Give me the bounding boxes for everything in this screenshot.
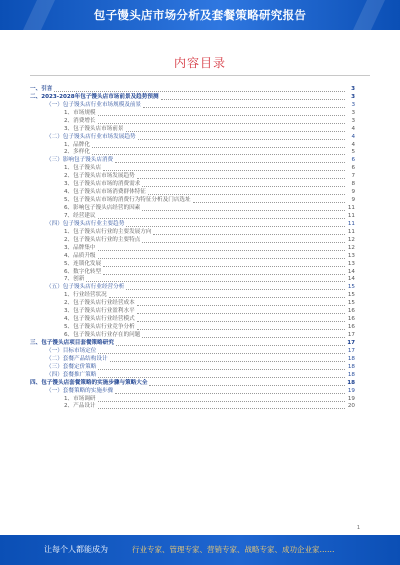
toc-entry[interactable] (30, 356, 355, 364)
toc-entry-page: 19 (347, 395, 355, 402)
toc-entry-page: 6 (351, 157, 355, 164)
toc-entry-page: 3 (351, 93, 355, 100)
toc-leader-dots (92, 147, 345, 148)
toc-entry-page: 5 (351, 149, 355, 156)
toc-entry-page: 11 (347, 212, 355, 219)
toc-entry-title: 6、数字化转型 (64, 268, 102, 275)
toc-leader-dots (142, 186, 345, 187)
toc-entry-page: 15 (347, 300, 355, 307)
toc-entry[interactable] (30, 110, 355, 118)
toc-entry[interactable] (30, 118, 355, 126)
toc-entry[interactable] (30, 245, 355, 253)
toc-entry-page: 11 (347, 205, 355, 212)
toc-entry-title: 1、行业经营状况 (64, 292, 107, 299)
toc-entry-title: 2、包子馒头店行业经营成本 (64, 300, 135, 307)
toc-leader-dots (193, 202, 345, 203)
toc-heading-divider (30, 75, 370, 76)
toc-entry-title: （三）影响包子馒头店消费 (46, 157, 114, 164)
toc-leader-dots (137, 305, 345, 306)
toc-entry-page: 13 (347, 252, 355, 259)
toc-entry[interactable] (30, 253, 355, 261)
toc-leader-dots (98, 369, 345, 370)
toc-entry[interactable] (30, 205, 355, 213)
toc-entry-title: 5、连锁化发展 (64, 260, 102, 267)
toc-leader-dots (98, 401, 345, 402)
toc-entry-title: （一）目标市场定位 (46, 347, 97, 354)
toc-leader-dots (98, 377, 345, 378)
toc-entry[interactable] (30, 189, 355, 197)
toc-entry-page: 11 (347, 228, 355, 235)
toc-entry-title: 3、品牌集中 (64, 244, 96, 251)
toc-entry-title: 4、包子馒头店行业经营模式 (64, 316, 135, 323)
toc-entry[interactable] (30, 316, 355, 324)
toc-entry-title: 2、包子馒头店行业的主要特点 (64, 236, 141, 243)
toc-leader-dots (137, 329, 345, 330)
toc-entry-title: 2、消费增长 (64, 117, 96, 124)
toc-entry-page: 3 (351, 101, 355, 108)
toc-entry[interactable] (30, 221, 355, 229)
toc-entry-page: 12 (347, 236, 355, 243)
toc-entry-page: 17 (347, 347, 355, 354)
toc-leader-dots (103, 266, 345, 267)
toc-entry-page: 17 (347, 332, 355, 339)
toc-leader-dots (98, 250, 345, 251)
toc-leader-dots (126, 226, 345, 227)
toc-leader-dots (143, 107, 345, 108)
toc-entry-page: 20 (347, 403, 355, 410)
toc-leader-dots (137, 313, 345, 314)
toc-entry[interactable] (30, 348, 355, 356)
toc-entry-title: 3、包子馒头店市场的消费需求 (64, 181, 141, 188)
toc-leader-dots (116, 345, 345, 346)
toc-entry-title: （一）包子馒头店行业市场规模及前景 (46, 101, 142, 108)
toc-entry-title: 3、包子馒头店行业盈利水平 (64, 308, 135, 315)
toc-entry-title: 3、包子馒头店市场前景 (64, 125, 124, 132)
toc-leader-dots (92, 154, 345, 155)
toc-leader-dots (98, 258, 345, 259)
toc-entry-title: 一、引言 (30, 85, 53, 92)
toc-leader-dots (142, 337, 345, 338)
toc-entry-title: （三）套餐定价策略 (46, 363, 97, 370)
toc-entry[interactable] (30, 372, 355, 380)
table-of-contents (30, 86, 355, 411)
toc-entry[interactable] (30, 237, 355, 245)
toc-entry[interactable] (30, 229, 355, 237)
toc-entry-page: 3 (351, 117, 355, 124)
toc-entry-page: 9 (351, 197, 355, 204)
toc-entry-title: 4、品质升级 (64, 252, 96, 259)
toc-entry-page: 17 (347, 339, 355, 346)
toc-entry-page: 9 (351, 189, 355, 196)
toc-entry-page: 6 (351, 165, 355, 172)
toc-entry[interactable] (30, 94, 355, 102)
toc-entry-page: 7 (351, 173, 355, 180)
toc-entry-title: 6、影响包子馒头店经营的因素 (64, 205, 141, 212)
toc-leader-dots (137, 321, 345, 322)
toc-entry-page: 4 (351, 133, 355, 140)
toc-leader-dots (98, 123, 345, 124)
toc-entry[interactable] (30, 86, 355, 94)
toc-entry[interactable] (30, 308, 355, 316)
toc-entry-page: 16 (347, 308, 355, 315)
toc-entry-page: 16 (347, 316, 355, 323)
toc-entry-title: 四、包子馒头店套餐策略的实施步骤与策略大全 (30, 379, 148, 386)
toc-entry-title: 1、市场调研 (64, 395, 96, 402)
toc-leader-dots (110, 361, 345, 362)
toc-entry-title: 6、包子馒头店行业存在的问题 (64, 332, 141, 339)
toc-entry-title: 二、2023-2028年包子馒头店市场前景及趋势预测 (30, 93, 159, 100)
toc-entry-page: 12 (347, 244, 355, 251)
toc-leader-dots (142, 242, 345, 243)
toc-leader-dots (138, 139, 345, 140)
page-number: 1 (356, 525, 360, 531)
toc-entry-page: 8 (351, 181, 355, 188)
toc-entry-page: 14 (347, 276, 355, 283)
toc-entry-page: 3 (351, 85, 355, 92)
toc-entry[interactable] (30, 340, 355, 348)
toc-entry-page: 3 (351, 109, 355, 116)
footer-slogan-left: 让每个人都能成为 (44, 545, 108, 554)
toc-entry-page: 11 (347, 220, 355, 227)
toc-entry-title: 2、产品设计 (64, 403, 96, 410)
toc-entry-title: 1、包子馒头店 (64, 165, 102, 172)
toc-leader-dots (148, 194, 345, 195)
toc-entry-page: 13 (347, 260, 355, 267)
toc-leader-dots (103, 170, 345, 171)
toc-entry[interactable] (30, 181, 355, 189)
toc-heading: 内容目录 (173, 56, 226, 70)
footer-slogan-right: 行业专家、管理专家、营销专家、战略专家、成功企业家…… (132, 545, 335, 554)
toc-leader-dots (54, 91, 345, 92)
toc-leader-dots (98, 353, 345, 354)
toc-entry-title: （一）套餐策略的实施步骤 (46, 387, 114, 394)
toc-entry-title: （二）套餐产品结构设计 (46, 355, 108, 362)
toc-entry[interactable] (30, 213, 355, 221)
toc-leader-dots (98, 115, 345, 116)
toc-leader-dots (149, 385, 345, 386)
toc-leader-dots (115, 393, 345, 394)
toc-leader-dots (98, 408, 345, 409)
toc-entry-title: （四）套餐推广策略 (46, 371, 97, 378)
toc-entry-page: 15 (347, 284, 355, 291)
toc-leader-dots (86, 281, 345, 282)
toc-entry-title: 三、包子馒头店项目套餐策略研究 (30, 339, 114, 346)
toc-entry-page: 16 (347, 324, 355, 331)
toc-leader-dots (142, 210, 345, 211)
toc-entry[interactable] (30, 197, 355, 205)
toc-entry-title: 5、包子馒头店行业竞争分析 (64, 324, 135, 331)
toc-entry[interactable] (30, 332, 355, 340)
toc-entry-title: 1、市场规模 (64, 109, 96, 116)
toc-entry[interactable] (30, 324, 355, 332)
toc-entry-title: 5、包子馒头店市场的消费行为特征分析及门店选址 (64, 197, 191, 204)
toc-entry-title: （二）包子馒头店行业市场发展趋势 (46, 133, 136, 140)
toc-entry-title: 7、创新 (64, 276, 85, 283)
toc-entry-title: 1、品牌化 (64, 141, 90, 148)
toc-entry-title: 2、多样化 (64, 149, 90, 156)
toc-entry[interactable] (30, 364, 355, 372)
toc-entry[interactable] (30, 380, 355, 388)
toc-entry-page: 4 (351, 125, 355, 132)
report-header (0, 0, 400, 30)
report-title: 包子馒头店市场分析及套餐策略研究报告 (93, 8, 307, 22)
toc-leader-dots (126, 131, 346, 132)
toc-entry-page: 14 (347, 268, 355, 275)
toc-entry[interactable] (30, 126, 355, 134)
toc-entry-title: 2、包子馒头店市场发展趋势 (64, 173, 135, 180)
toc-entry[interactable] (30, 388, 355, 396)
toc-entry-title: 7、经营建议 (64, 212, 96, 219)
toc-leader-dots (137, 178, 345, 179)
toc-leader-dots (115, 162, 345, 163)
toc-entry[interactable] (30, 134, 355, 142)
toc-leader-dots (161, 99, 345, 100)
toc-entry-page: 15 (347, 292, 355, 299)
toc-leader-dots (103, 274, 345, 275)
toc-entry-page: 18 (347, 379, 355, 386)
toc-entry[interactable] (30, 404, 355, 412)
toc-entry-page: 4 (351, 141, 355, 148)
toc-leader-dots (98, 218, 345, 219)
toc-entry-page: 19 (347, 387, 355, 394)
toc-entry-page: 18 (347, 363, 355, 370)
toc-entry-page: 18 (347, 371, 355, 378)
toc-entry-title: （五）包子馒头店行业经营分析 (46, 284, 125, 291)
toc-entry-page: 18 (347, 355, 355, 362)
report-footer (0, 535, 400, 565)
toc-leader-dots (153, 234, 345, 235)
toc-entry-title: 4、包子馒头店市场消费群体特征 (64, 189, 146, 196)
toc-entry-title: 1、包子馒头店行业的主要发展方向 (64, 228, 152, 235)
toc-entry[interactable] (30, 102, 355, 110)
toc-leader-dots (109, 297, 345, 298)
toc-leader-dots (126, 289, 345, 290)
toc-entry-title: （四）包子馒头店行业主要趋势 (46, 220, 125, 227)
toc-entry[interactable] (30, 261, 355, 269)
